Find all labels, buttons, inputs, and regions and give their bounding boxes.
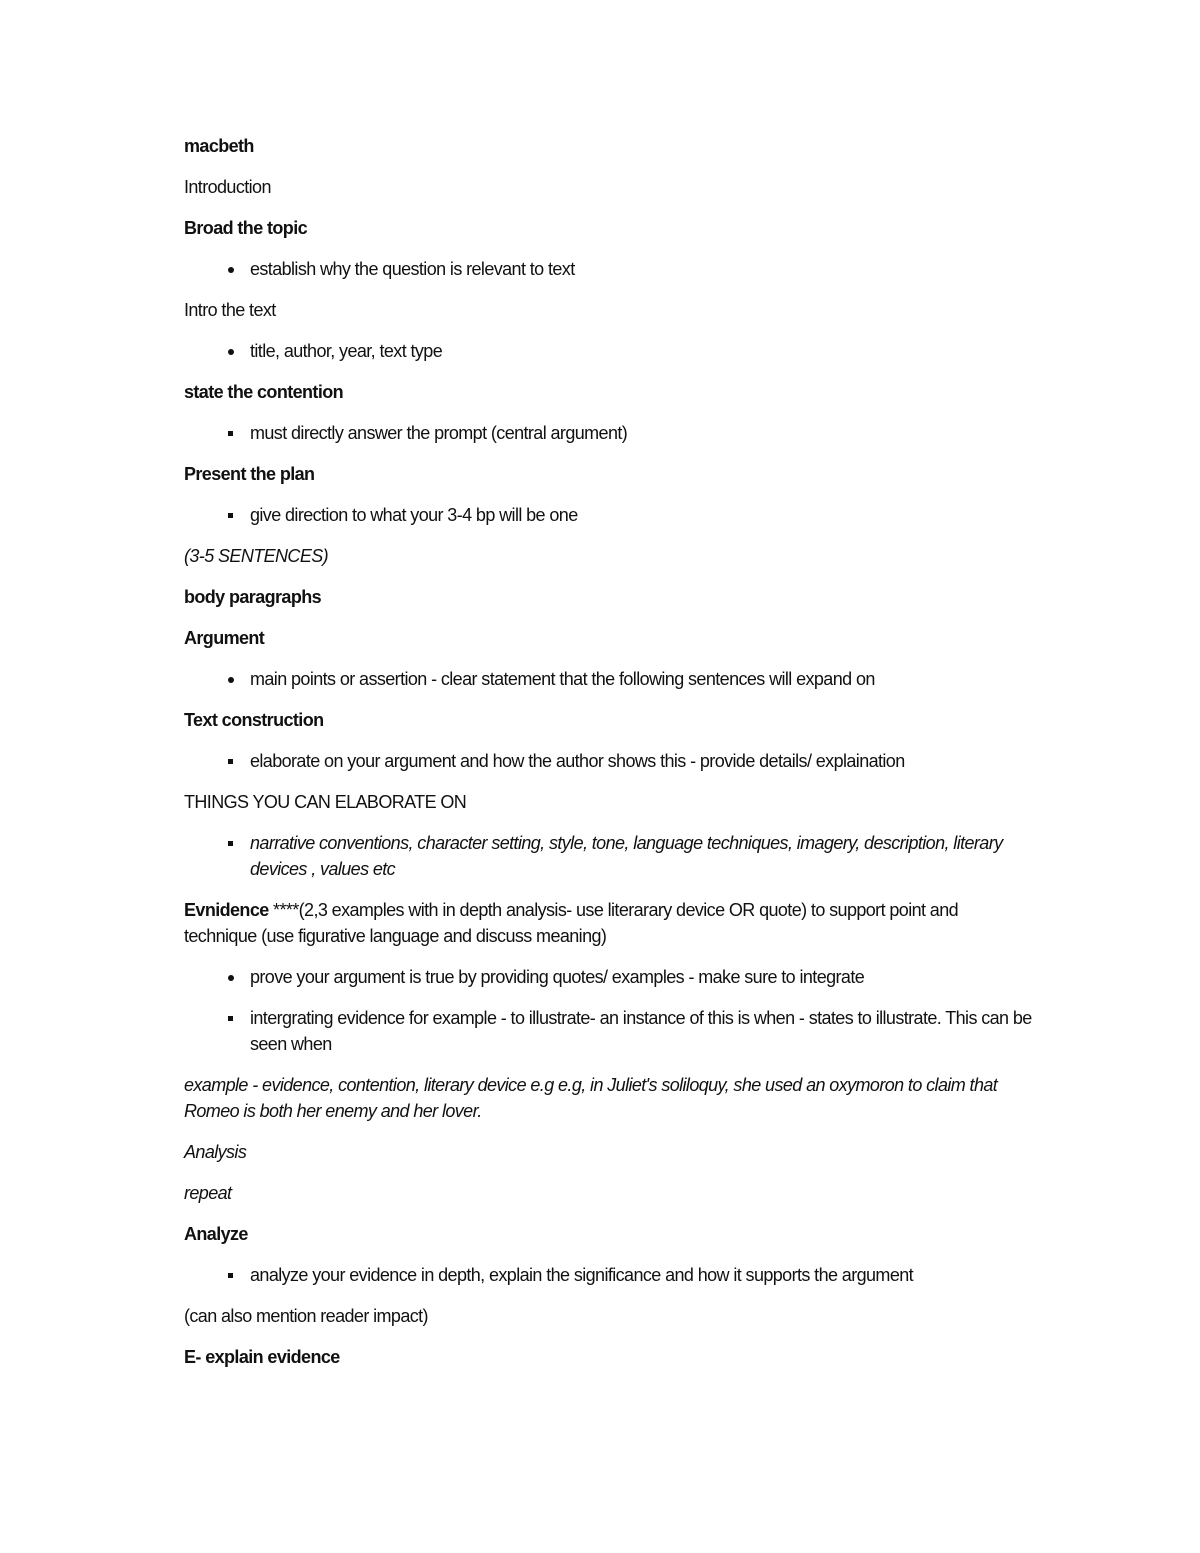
list-item <box>184 338 1034 364</box>
bullet-icon <box>228 1016 233 1021</box>
repeat-label: repeat <box>184 1183 232 1203</box>
bullet-icon <box>228 267 234 273</box>
text-construction-heading: Text construction <box>184 710 324 730</box>
construction-bullet-text: elaborate on your argument and how the author shows this - provide details/ explaination <box>250 751 905 771</box>
analysis-label: Analysis <box>184 1142 247 1162</box>
bullet-icon <box>228 975 234 981</box>
list-item <box>184 502 1034 528</box>
list-item <box>184 420 1034 446</box>
document-body <box>184 133 1034 1385</box>
bullet-icon <box>228 349 234 355</box>
list-item <box>184 256 1034 282</box>
broad-topic-bullet-text: establish why the question is relevant to text <box>250 259 575 279</box>
bullet-icon <box>228 677 234 683</box>
bullet-icon <box>228 759 233 764</box>
analyze-bullet-text: analyze your evidence in depth, explain the significance and how it supports the argument <box>250 1265 914 1285</box>
list-item <box>184 830 1034 882</box>
argument-bullet-text: main points or assertion - clear statement that the following sentences will expand on <box>250 669 875 689</box>
evidence-label: Evnidence <box>184 900 269 920</box>
contention-bullet-text: must directly answer the prompt (central argument) <box>250 423 628 443</box>
sentences-note: (3-5 SENTENCES) <box>184 546 329 566</box>
evidence-bullet-1-text: prove your argument is true by providing quotes/ examples - make sure to integrate <box>250 967 865 987</box>
list-item <box>184 1005 1034 1057</box>
list-item <box>184 1262 1034 1288</box>
document-title: macbeth <box>184 136 254 156</box>
evidence-bullet-2-text: intergrating evidence for example - to illustrate- an instance of this is when - states to illustrate. This can be seen when <box>250 1008 1032 1054</box>
body-paragraphs-heading: body paragraphs <box>184 587 322 607</box>
bullet-icon <box>228 431 233 436</box>
evidence-paragraph <box>184 897 1034 949</box>
explain-evidence-heading: E- explain evidence <box>184 1347 340 1367</box>
intro-text-heading: Intro the text <box>184 300 276 320</box>
broad-topic-heading: Broad the topic <box>184 218 308 238</box>
elaborate-heading: THINGS YOU CAN ELABORATE ON <box>184 792 467 812</box>
bullet-icon <box>228 1273 233 1278</box>
bullet-icon <box>228 841 233 846</box>
example-paragraph: example - evidence, contention, literary device e.g e.g, in Juliet's soliloquy, she used an oxymoron to claim that Romeo is both her enemy and her lover. <box>184 1075 998 1121</box>
introduction-heading: Introduction <box>184 177 271 197</box>
analyze-heading: Analyze <box>184 1224 248 1244</box>
list-item <box>184 748 1034 774</box>
argument-heading: Argument <box>184 628 265 648</box>
reader-impact-note: (can also mention reader impact) <box>184 1306 428 1326</box>
bullet-icon <box>228 513 233 518</box>
list-item <box>184 666 1034 692</box>
contention-heading: state the contention <box>184 382 344 402</box>
list-item <box>184 964 1034 990</box>
plan-heading: Present the plan <box>184 464 315 484</box>
plan-bullet-text: give direction to what your 3-4 bp will be one <box>250 505 578 525</box>
evidence-text: ****(2,3 examples with in depth analysis- use literarary device OR quote) to support point and technique (use figurative language and discuss meaning) <box>184 900 959 946</box>
intro-text-bullet-text: title, author, year, text type <box>250 341 443 361</box>
elaborate-bullet-text: narrative conventions, character setting, style, tone, language techniques, imagery, description, literary devices , values etc <box>250 833 1003 879</box>
